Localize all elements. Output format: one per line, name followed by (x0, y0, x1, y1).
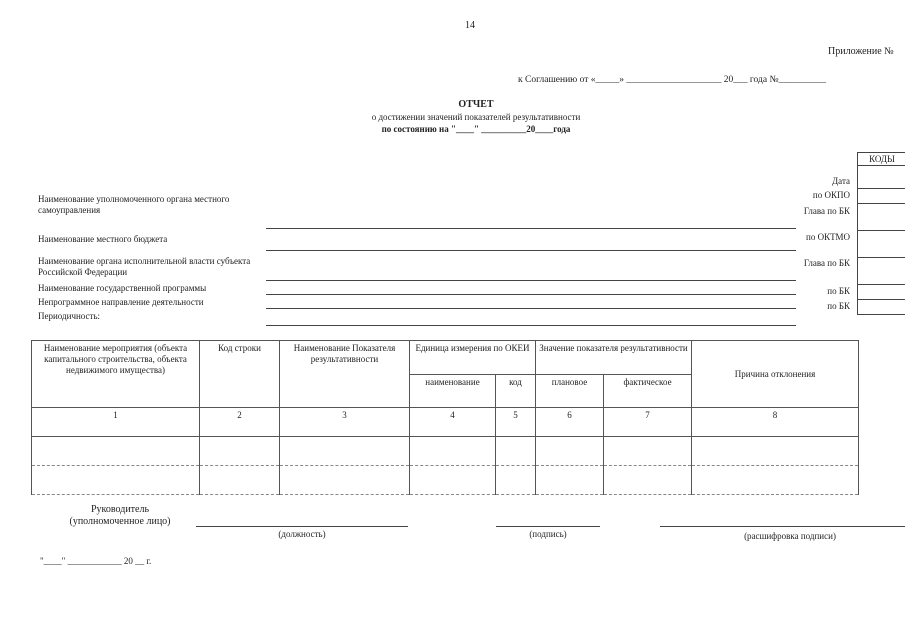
results-table (31, 340, 859, 495)
code-label-bk-2: по БК (827, 301, 850, 311)
table-cell[interactable] (692, 437, 859, 466)
table-cell[interactable] (410, 466, 496, 495)
code-cell-oktmo[interactable] (858, 231, 905, 258)
table-row (32, 437, 859, 466)
codes-header: КОДЫ (858, 153, 905, 166)
table-cell[interactable] (280, 437, 410, 466)
signature-head-note: (уполномоченное лицо) (69, 516, 171, 527)
col-number-2: 2 (200, 408, 280, 437)
table-cell[interactable] (32, 437, 200, 466)
code-label-bk: по БК (827, 286, 850, 296)
table-cell[interactable] (32, 466, 200, 495)
field-label-budget: Наименование местного бюджета (38, 234, 168, 244)
code-cell-okpo[interactable] (858, 189, 905, 204)
header-row-code: Код строки (200, 341, 280, 408)
header-reason: Причина отклонения (692, 341, 859, 408)
report-subtitle: о достижении значений показателей результативности (371, 112, 581, 122)
header-unit-code: код (496, 374, 536, 408)
signature-decoding-caption: (расшифровка подписи) (744, 531, 836, 541)
field-line-executive[interactable] (266, 280, 796, 281)
field-label-executive: Наименование органа исполнительной власти субъекта Российской Федерации (38, 256, 251, 277)
col-number-3: 3 (280, 408, 410, 437)
col-number-5: 5 (496, 408, 536, 437)
agreement-line: к Соглашению от «_____» ____________________ 20___ года №__________ (518, 75, 827, 85)
header-value-plan: плановое (536, 374, 604, 408)
field-label-authority: Наименование уполномоченного органа местного самоуправления (38, 194, 230, 215)
signature-date: "____" ____________ 20 __ г. (40, 556, 152, 566)
table-row (32, 466, 859, 495)
field-line-nonprogram[interactable] (266, 308, 796, 309)
code-label-okpo: по ОКПО (812, 190, 850, 200)
field-label-nonprogram: Непрограммное направление деятельности (38, 297, 204, 307)
col-number-8: 8 (692, 408, 859, 437)
code-cell-chapter-2[interactable] (858, 258, 905, 285)
table-cell[interactable] (496, 466, 536, 495)
signature-position-caption: (должность) (278, 529, 326, 539)
appendix-label: Приложение № (828, 46, 894, 57)
field-line-periodicity[interactable] (266, 325, 796, 326)
code-cell-bk-2[interactable] (858, 300, 905, 315)
signature-position-line[interactable] (196, 526, 408, 527)
header-value-fact: фактическое (604, 374, 692, 408)
code-label-chapter: Глава по БК (803, 206, 850, 216)
col-number-4: 4 (410, 408, 496, 437)
table-cell[interactable] (200, 437, 280, 466)
signature-sign-line[interactable] (496, 526, 600, 527)
report-title: ОТЧЕТ (458, 99, 494, 110)
field-label-program: Наименование государственной программы (38, 283, 207, 293)
table-cell[interactable] (280, 466, 410, 495)
col-number-6: 6 (536, 408, 604, 437)
code-label-oktmo: по ОКТМО (806, 232, 850, 242)
code-cell-chapter[interactable] (858, 204, 905, 231)
table-cell[interactable] (410, 437, 496, 466)
page-number: 14 (465, 20, 475, 31)
table-cell[interactable] (692, 466, 859, 495)
header-event: Наименование мероприятия (объекта капитального строительства, объекта недвижимого имущества) (32, 341, 200, 408)
col-number-7: 7 (604, 408, 692, 437)
field-line-authority[interactable] (266, 228, 796, 229)
signature-decoding-line[interactable] (660, 526, 905, 527)
codes-box (857, 152, 905, 315)
code-label-date: Дата (832, 176, 850, 186)
report-date-line: по состоянию на "____" __________20____года (381, 124, 571, 134)
code-label-chapter-2: Глава по БК (803, 258, 850, 268)
header-unit-name: наименование (410, 374, 496, 408)
field-line-budget[interactable] (266, 250, 796, 251)
code-cell-bk[interactable] (858, 285, 905, 300)
code-cell-date[interactable] (858, 166, 905, 189)
field-label-periodicity: Периодичность: (38, 311, 101, 321)
table-cell[interactable] (496, 437, 536, 466)
field-line-program[interactable] (266, 294, 796, 295)
header-value: Значение показателя результативности (536, 341, 692, 375)
header-indicator: Наименование Показателя результативности (280, 341, 410, 408)
table-cell[interactable] (536, 466, 604, 495)
header-unit: Единица измерения по ОКЕИ (410, 341, 536, 375)
table-cell[interactable] (604, 466, 692, 495)
signature-head: Руководитель (90, 504, 150, 515)
table-cell[interactable] (604, 437, 692, 466)
signature-sign-caption: (подпись) (529, 529, 567, 539)
col-number-1: 1 (32, 408, 200, 437)
table-cell[interactable] (536, 437, 604, 466)
table-cell[interactable] (200, 466, 280, 495)
